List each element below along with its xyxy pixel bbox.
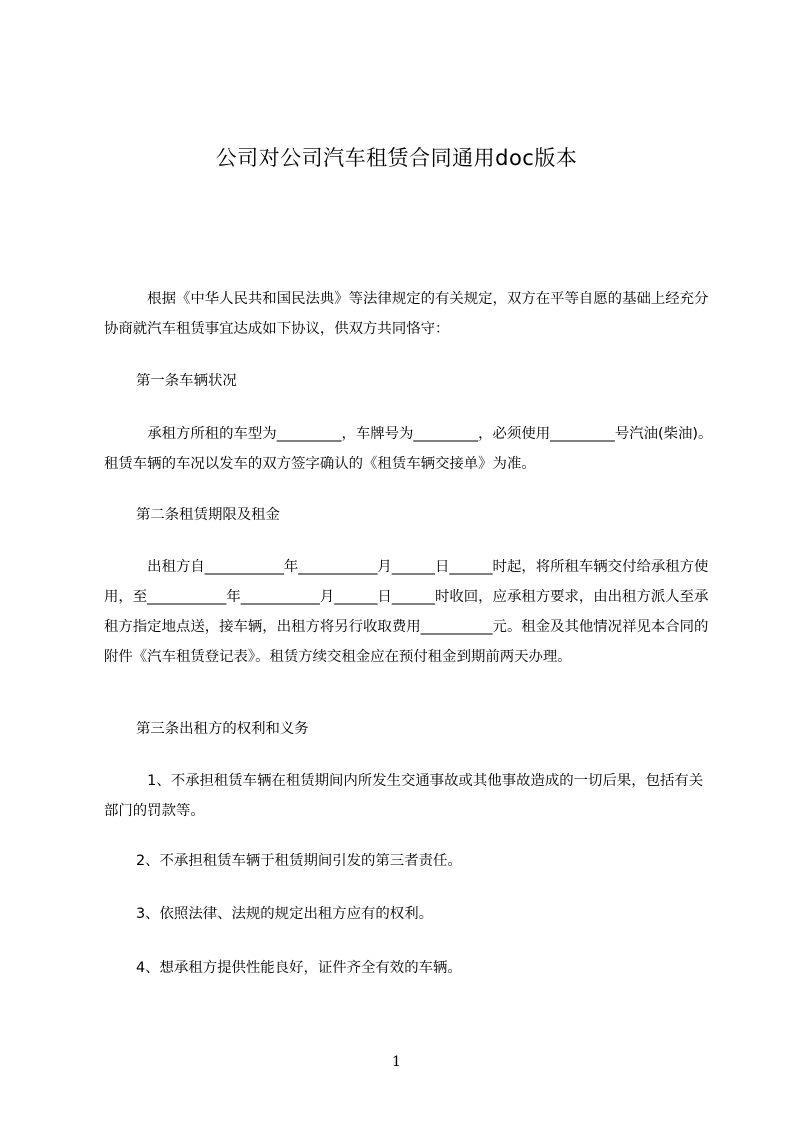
paragraph-clause-4: 4、想承租方提供性能良好，证件齐全有效的车辆。 (136, 960, 462, 976)
article-2-heading: 第二条租赁期限及租金 (136, 507, 280, 523)
page-number: 1 (392, 1054, 401, 1070)
article-3-heading: 第三条出租方的权利和义务 (136, 721, 309, 737)
paragraph-lease-term: 出租方自___________年___________月______日______时起，将所租车辆交付给承租方使用，至___________年___________月______日______时收回，应承租方要求，由出租方派人至承租方指定地点送，接车辆，出租方将另行收取费用__________元。租金及其他情况祥见本合同的附件《汽车租赁登记表》。租赁方续交租金应在预付租金到期前两天办理。 (104, 559, 709, 665)
paragraph-vehicle-condition: 承租方所租的车型为_________，车牌号为_________，必须使用_________号汽油(柴油)。租赁车辆的车况以发车的双方签字确认的《租赁车辆交接单》为准。 (104, 426, 713, 472)
paragraph-clause-3: 3、依照法律、法规的规定出租方应有的权利。 (136, 906, 433, 922)
document-title: 公司对公司汽车租赁合同通用doc版本 (215, 146, 578, 170)
paragraph-preamble: 根据《中华人民共和国民法典》等法律规定的有关规定，双方在平等自愿的基础上经充分协商就汽车租赁事宜达成如下协议，供双方共同恪守： (104, 291, 709, 337)
paragraph-clause-2: 2、不承担租赁车辆于租赁期间引发的第三者责任。 (136, 853, 462, 869)
paragraph-clause-1: 1、不承担租赁车辆在租赁期间内所发生交通事故或其他事故造成的一切后果，包括有关部门的罚款等。 (104, 773, 704, 819)
article-1-heading: 第一条车辆状况 (136, 373, 237, 389)
